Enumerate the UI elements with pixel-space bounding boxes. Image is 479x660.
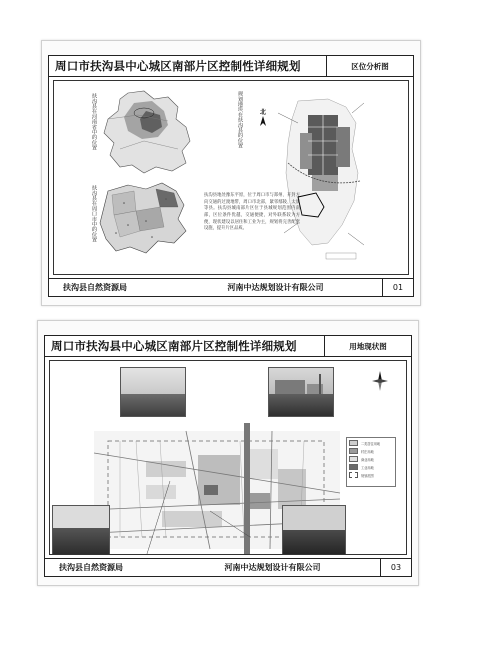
- client-name: 扶沟县自然资源局: [59, 563, 123, 572]
- legend-item: [349, 448, 393, 454]
- page-number: 01: [382, 279, 413, 296]
- legend-label: 商业用地: [361, 457, 374, 462]
- legend-label: 工业用地: [361, 465, 374, 470]
- plan-sheet-landuse: [37, 320, 419, 586]
- legend-item: [349, 440, 393, 446]
- site-photo-field: [120, 367, 186, 417]
- legend-swatch: [349, 448, 358, 454]
- label-henan-position: 扶沟县在河南省中的位置: [90, 93, 97, 151]
- sheet-subtitle: 用地现状图: [324, 336, 411, 356]
- map-legend: [346, 437, 396, 487]
- label-zhoukou-position: 扶沟县在周口市中的位置: [90, 185, 97, 243]
- site-photo-farmland: [52, 505, 110, 555]
- sheet-content: [53, 80, 409, 275]
- page-number: 03: [380, 559, 411, 576]
- sheet-subtitle: 区位分析图: [326, 56, 413, 76]
- sheet-frame: [48, 55, 414, 297]
- sheet-content: [49, 360, 407, 555]
- client-name: 扶沟县自然资源局: [63, 283, 127, 292]
- designer-name: 河南中达规划设计有限公司: [224, 563, 321, 572]
- site-photo-trees: [282, 505, 346, 555]
- north-arrow-label: 北: [260, 109, 267, 116]
- legend-swatch: [349, 440, 358, 446]
- legend-label: 村庄用地: [361, 449, 374, 454]
- title-bar: [45, 336, 411, 357]
- sheet-title: 周口市扶沟县中心城区南部片区控制性详细规划: [55, 59, 301, 73]
- sheet-title: 周口市扶沟县中心城区南部片区控制性详细规划: [51, 339, 297, 353]
- legend-swatch: [349, 464, 358, 470]
- legend-swatch: [349, 456, 358, 462]
- legend-label: 二类居住用地: [361, 441, 381, 446]
- designer-name: 河南中达规划设计有限公司: [227, 283, 324, 292]
- footer-bar: [45, 558, 411, 576]
- legend-item: [349, 456, 393, 462]
- legend-item: [349, 472, 393, 478]
- zhoukou-city-map: [94, 181, 194, 257]
- sheet-frame: [44, 335, 412, 577]
- compass-icon: [372, 371, 388, 391]
- legend-swatch: [349, 472, 358, 478]
- location-description: 扶沟县地处豫东平原，位于周口市与郑州、开封方向交通的过渡地带，周口市北部，紧邻鄢陵、太康等县。扶沟县城南部片区位于县城规划范围内南部，区位条件优越，交通便捷，对外联系较为方便，现状建设以居住和工业为主，规划将完善配套设施，提升片区品质。: [204, 193, 300, 232]
- legend-label: 规划范围: [361, 473, 374, 478]
- footer-bar: [49, 278, 413, 296]
- north-arrow-icon: [260, 107, 266, 126]
- title-bar: [49, 56, 413, 77]
- label-site-position: 规划地块在扶沟县的位置: [236, 91, 243, 149]
- plan-sheet-location: [41, 40, 421, 306]
- henan-province-map: [98, 89, 196, 175]
- fugou-county-map: [268, 93, 372, 263]
- site-photo-buildings: [268, 367, 334, 417]
- legend-item: [349, 464, 393, 470]
